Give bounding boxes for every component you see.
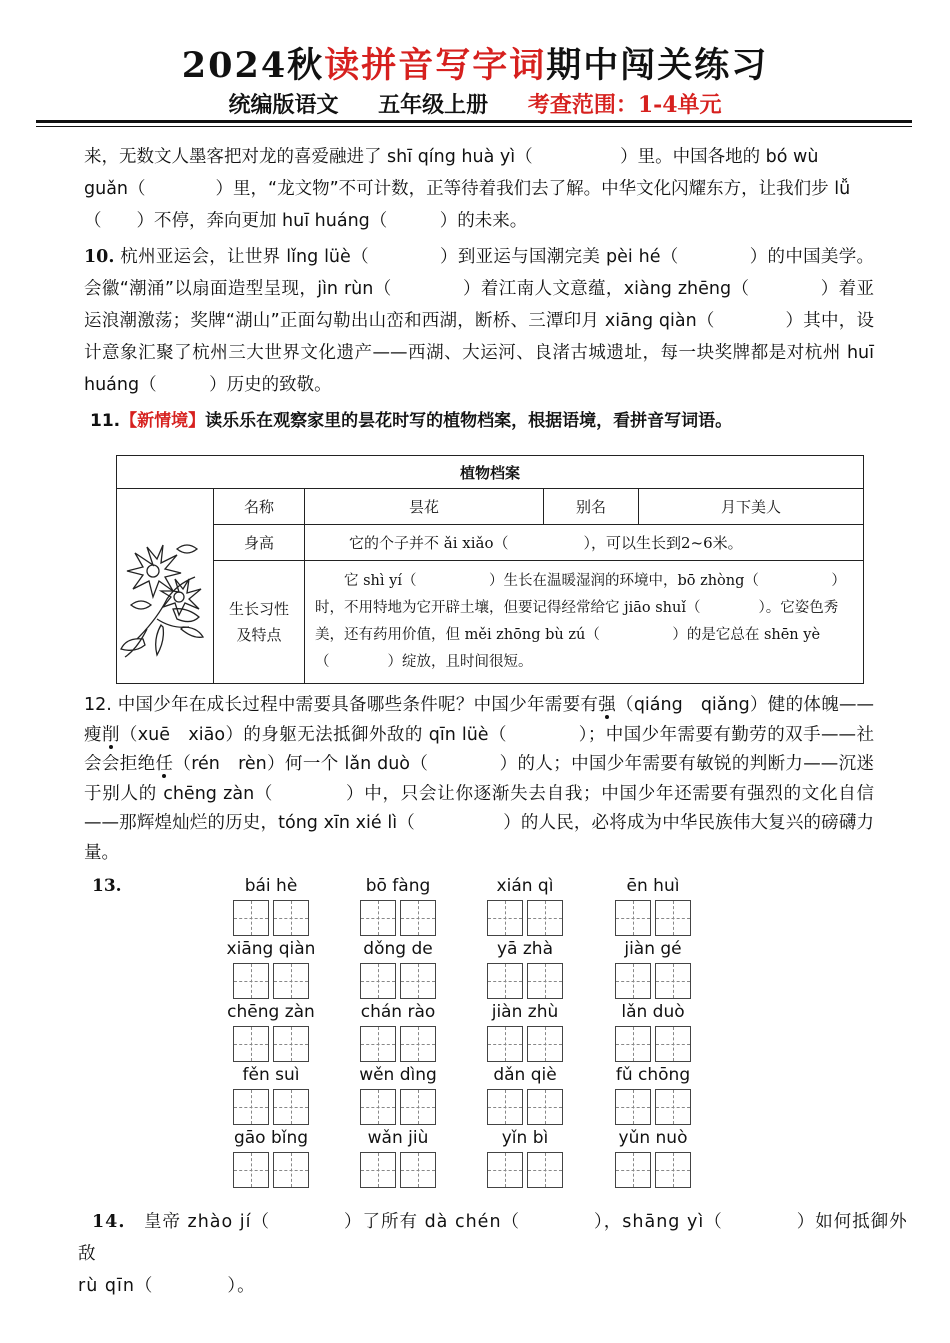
pinyin-item [608,1065,698,1125]
writing-box[interactable] [527,900,563,936]
writing-box[interactable] [233,1152,269,1188]
question-11 [90,406,732,431]
q12-text-b: （qiáng qiǎng）健的体魄——瘦 [84,695,874,745]
writing-box[interactable] [615,963,651,999]
q12-text-d: （rén rèn）何一个 lǎn duò（ ）的人；中国少年需要有敏锐的判断力——沉迷于别人的 chēng zàn（ ）中，只会让你逐渐失去自我；中国少年还需要有强烈的文化自信——那辉煌灿烂的历史，tóng xīn xié lì（ ）的人民，必将成为中华民族伟大复兴的磅礴力量。 [84,754,875,863]
pinyin-item [608,1002,698,1062]
q9-line-2: guǎn（ ）里，“龙文物”不可计数，正等待着我们去了解。中华文化闪耀东方，让我们步 lǚ [84,179,851,199]
writing-box[interactable] [273,963,309,999]
writing-box[interactable] [233,1089,269,1125]
writing-box[interactable] [655,963,691,999]
writing-box[interactable] [233,1026,269,1062]
pinyin-label: chēng zàn [227,1002,315,1022]
pinyin-item [480,1065,570,1125]
pinyin-label: bái hè [244,876,298,896]
habit-value: 它 shì yí（ ）生长在温暖湿润的环境中，bō zhòng（ ）时，不用特地为它开辟土壤，但要记得经常给它 jiāo shuǐ（ ）。它姿色秀美，还有药用价值，但 měi zhōng bù zú（ ）的是它总在 shēn yè（ ）绽放，且时间很短。 [305,561,864,684]
writing-box[interactable] [273,1152,309,1188]
pinyin-writing-grid [226,876,726,1196]
height-label: 身高 [214,525,305,561]
writing-box[interactable] [615,1089,651,1125]
writing-box[interactable] [655,1152,691,1188]
question-14 [78,1206,908,1302]
pinyin-label: yǔn nuò [618,1128,688,1148]
pinyin-item [353,1002,443,1062]
writing-box[interactable] [487,900,523,936]
pinyin-item [226,1002,316,1062]
page-title [0,38,950,88]
title-highlight: 读拼音写字词 [324,45,547,86]
question-10 [84,241,874,401]
pinyin-label: jiàn gé [624,939,682,959]
pinyin-label: dǎn qiè [493,1065,557,1085]
writing-box[interactable] [655,1089,691,1125]
pinyin-label: ēn huì [626,876,680,896]
pinyin-label: yā zhà [497,939,553,959]
pinyin-item [608,939,698,999]
writing-box[interactable] [615,1026,651,1062]
q12-dotted-char-2: 削 [101,724,120,745]
q12-dotted-char-3: 任 [155,754,174,774]
question-9-tail [84,141,874,237]
writing-box[interactable] [527,1089,563,1125]
writing-box[interactable] [487,1026,523,1062]
q10-number: 10. [84,247,115,267]
pinyin-item [226,939,316,999]
pinyin-label: chán rào [360,1002,436,1022]
pinyin-label: fǔ chōng [615,1065,691,1085]
writing-box[interactable] [273,1089,309,1125]
plant-record-card [116,455,864,684]
writing-box[interactable] [527,1026,563,1062]
pinyin-item [480,1128,570,1188]
writing-box[interactable] [615,900,651,936]
edition-label: 统编版语文 [228,92,339,118]
pinyin-item [226,1065,316,1125]
writing-box[interactable] [273,1026,309,1062]
q9-line-1: 来，无数文人墨客把对龙的喜爱融进了 shī qíng huà yì（ ）里。中国各地的 bó wù [84,147,819,167]
pinyin-item [480,1002,570,1062]
question-12 [84,691,874,868]
writing-box[interactable] [400,1089,436,1125]
q9-line-3: （ ）不停，奔向更加 huī huáng（ ）的未来。 [84,211,528,231]
q10-text: 杭州亚运会，让世界 lǐng lüè（ ）到亚运与国潮完美 pèi hé（ ）的中国美学。会徽“潮涌”以扇面造型呈现，jìn rùn（ ）着江南人文意蕴，xiàng zhēng（ ）着亚运浪潮激荡；奖牌“湖山”正面勾勒出山峦和西湖，断桥、三潭印月 xiāng qiàn（ ）其中，设计意象汇聚了杭州三大世界文化遗产——西湖、大运河、良渚古城遗址，每一块奖牌都是对杭州 huī huáng（ ）历史的致敬。 [84,247,874,395]
writing-box[interactable] [655,900,691,936]
q14-number: 14. [92,1212,126,1232]
writing-box[interactable] [360,1026,396,1062]
pinyin-item [226,1128,316,1188]
writing-box[interactable] [487,1152,523,1188]
flower-illustration [117,489,214,684]
height-value: 它的个子并不 ǎi xiǎo（ ），可以生长到2~6米。 [305,525,864,561]
alias-value: 月下美人 [639,489,864,525]
habit-label: 生长习性及特点 [214,561,305,684]
writing-box[interactable] [233,900,269,936]
q11-text: 读乐乐在观察家里的昙花时写的植物档案，根据语境，看拼音写词语。 [205,411,733,431]
writing-box[interactable] [615,1152,651,1188]
name-value: 昙花 [305,489,544,525]
pinyin-item [608,1128,698,1188]
pinyin-item [608,876,698,936]
q12-text-a: 12. 中国少年在成长过程中需要具备哪些条件呢？中国少年需要有 [84,695,599,715]
q12-text-c: （xuē xiāo）的身躯无法抵御外敌的 qīn lüè（ ）；中国少年需要有勤劳的双手——社会会拒绝 [84,724,874,774]
header-rule-thin [36,126,912,127]
writing-box[interactable] [400,1152,436,1188]
writing-box[interactable] [487,1089,523,1125]
pinyin-item [353,939,443,999]
writing-box[interactable] [527,963,563,999]
pinyin-label: dǒng de [363,939,433,959]
pinyin-item [353,876,443,936]
pinyin-item [480,876,570,936]
pinyin-item [480,939,570,999]
card-title: 植物档案 [117,456,864,489]
subtitle [0,88,950,119]
pinyin-item [226,876,316,936]
alias-label: 别名 [544,489,639,525]
pinyin-label: fěn suì [242,1065,300,1085]
writing-box[interactable] [400,900,436,936]
pinyin-label: gāo bǐng [233,1128,309,1148]
pinyin-label: wěn dìng [359,1065,437,1085]
pinyin-label: jiàn zhù [491,1002,559,1022]
pinyin-label: xián qì [496,876,554,896]
pinyin-item [353,1065,443,1125]
q11-number: 11. [90,411,121,431]
writing-box[interactable] [273,900,309,936]
writing-box[interactable] [360,963,396,999]
writing-box[interactable] [360,1089,396,1125]
writing-box[interactable] [655,1026,691,1062]
header-rule-thick [36,120,912,123]
writing-box[interactable] [233,963,269,999]
pinyin-label: wǎn jiù [367,1128,429,1148]
scope-label: 考查范围：1-4单元 [527,92,722,118]
pinyin-label: bō fàng [365,876,431,896]
writing-box[interactable] [487,963,523,999]
q11-tag: 【新情境】 [120,411,206,431]
flower-icon [117,489,213,679]
pinyin-label: yǐn bì [501,1128,549,1148]
writing-box[interactable] [400,1026,436,1062]
q12-dotted-char-1: 强 [598,695,617,715]
writing-box[interactable] [360,1152,396,1188]
pinyin-label: xiāng qiàn [226,939,316,959]
pinyin-label: lǎn duò [621,1002,685,1022]
title-suffix: 期中闯关练习 [546,45,769,86]
q14-line-1: 皇帝 zhào jí（ ）了所有 dà chén（ ），shāng yì（ ）如何抵御外敌 [78,1212,908,1264]
q13-number: 13. [92,876,122,896]
name-label: 名称 [214,489,305,525]
writing-box[interactable] [400,963,436,999]
writing-box[interactable] [360,900,396,936]
pinyin-item [353,1128,443,1188]
q14-line-2: rù qīn（ ）。 [78,1276,256,1296]
title-prefix: 2024秋 [181,45,325,86]
grade-label: 五年级上册 [378,92,489,118]
writing-box[interactable] [527,1152,563,1188]
